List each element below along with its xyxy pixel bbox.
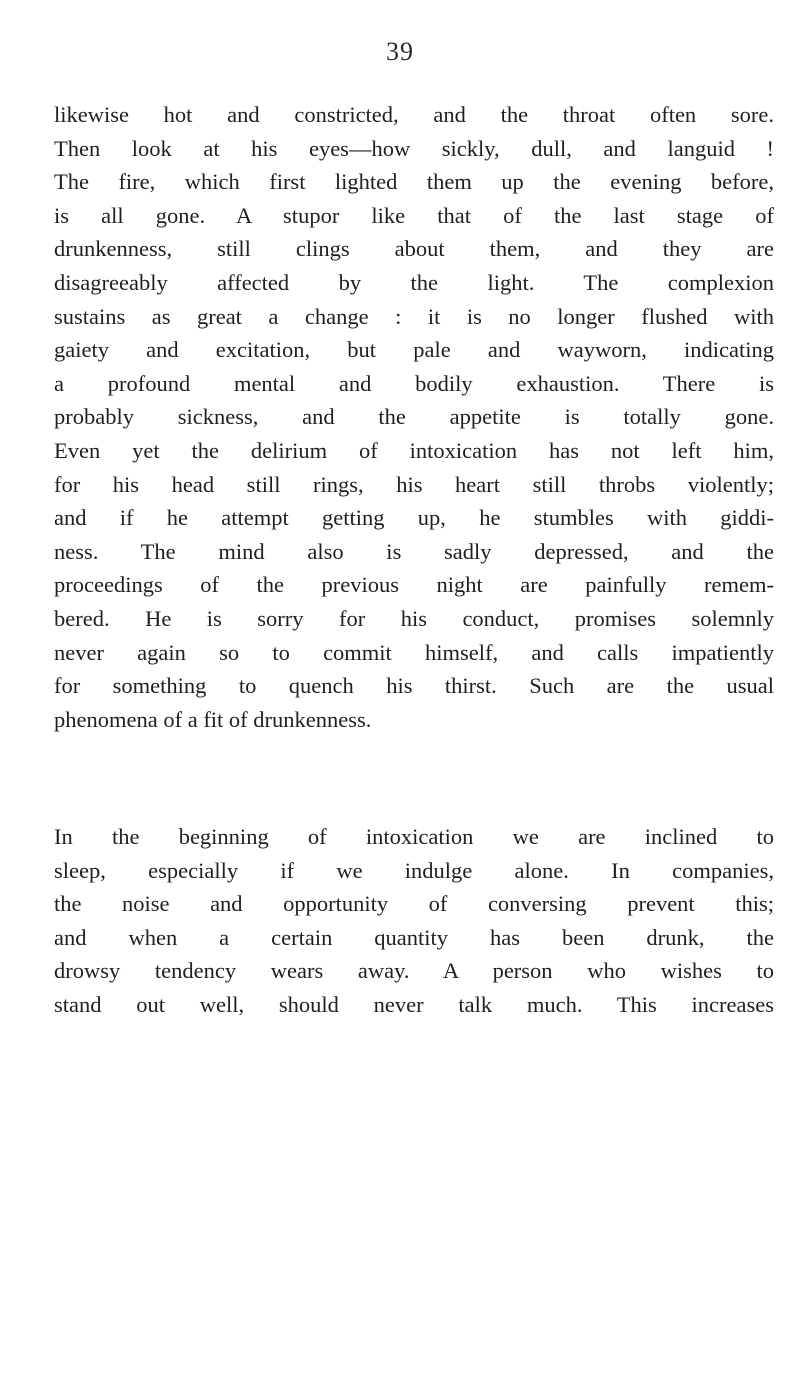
paragraph-2 — [54, 820, 774, 1022]
text-line: and when a certain quantity has been drunk, the — [54, 924, 774, 950]
text-line: never again so to commit himself, and calls impatiently — [54, 639, 774, 665]
text-line: sustains as great a change : it is no longer flushed with — [54, 303, 774, 329]
text-line: gaiety and excitation, but pale and wayworn, indicating — [54, 337, 774, 363]
text-line: sleep, especially if we indulge alone. In companies, — [54, 857, 774, 883]
text-line: probably sickness, and the appetite is totally gone. — [54, 404, 774, 430]
text-line: The fire, which first lighted them up the evening before, — [54, 169, 774, 195]
text-line: proceedings of the previous night are painfully remem- — [54, 572, 774, 598]
text-line: drunkenness, still clings about them, and they are — [54, 236, 774, 262]
text-line: ness. The mind also is sadly depressed, and the — [54, 538, 774, 564]
text-line: phenomena of a fit of drunkenness. — [54, 706, 372, 732]
text-line: for something to quench his thirst. Such are the usual — [54, 673, 774, 699]
text-line: bered. He is sorry for his conduct, promises solemnly — [54, 605, 774, 631]
page-number: 39 — [386, 37, 414, 66]
text-line: for his head still rings, his heart still throbs violently; — [54, 471, 774, 497]
text-line: Then look at his eyes—how sickly, dull, and languid ! — [54, 135, 774, 161]
text-line: and if he attempt getting up, he stumbles with giddi- — [54, 505, 774, 531]
text-line: the noise and opportunity of conversing prevent this; — [54, 891, 774, 917]
text-line: Even yet the delirium of intoxication has not left him, — [54, 437, 774, 463]
text-line: is all gone. A stupor like that of the last stage of — [54, 202, 774, 228]
paragraph-1 — [54, 98, 774, 736]
text-line: In the beginning of intoxication we are inclined to — [54, 824, 774, 849]
text-line: disagreeably affected by the light. The complexion — [54, 269, 774, 295]
text-line: a profound mental and bodily exhaustion. There is — [54, 370, 774, 396]
text-line: stand out well, should never talk much. This increases — [54, 991, 774, 1017]
text-line: likewise hot and constricted, and the throat often sore. — [54, 102, 774, 127]
text-line: drowsy tendency wears away. A person who wishes to — [54, 958, 774, 984]
